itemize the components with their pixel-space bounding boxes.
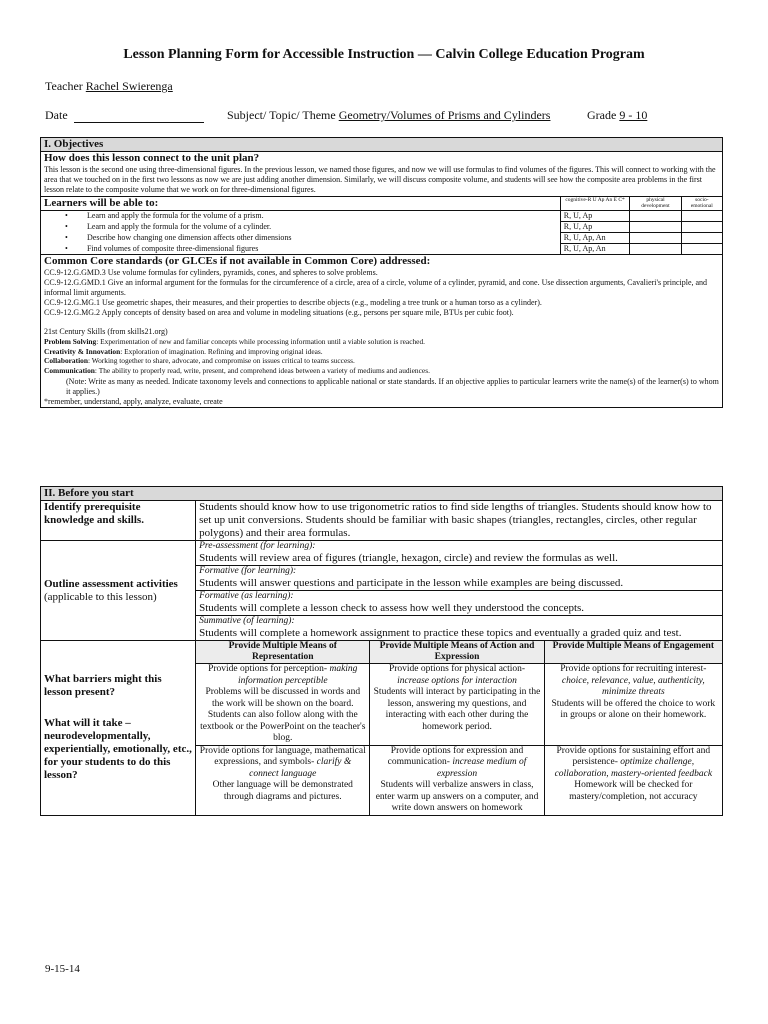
assess-sub: (applicable to this lesson): [44, 590, 157, 603]
barriers-question-2: What will it take – neurodevelopmentally, experientially, emotionally, etc., for your students to do this lesson?: [44, 717, 192, 782]
date-label: Date: [45, 108, 68, 122]
barriers-label-cell: [41, 641, 196, 816]
subject-value: Geometry/Volumes of Prisms and Cylinders: [338, 108, 551, 122]
skill-line: Communication: The ability to properly read, write, present, and comprehend ideas between a variety of mediums and audiences.: [44, 365, 430, 375]
skill-line: Creativity & Innovation: Exploration of imagination. Refining and improving original ideas.: [44, 346, 323, 356]
assessment-type: Formative (as learning):: [199, 591, 294, 601]
assessment-item: [196, 566, 723, 591]
prereq-label: Identify prerequisite knowledge and skills.: [41, 501, 196, 541]
skill-line: Collaboration: Working together to share, advocate, and compromise on issues critical to teams success.: [44, 356, 355, 365]
assessment-item: [196, 541, 723, 566]
standard-line: CC.9-12.G.GMD.3 Use volume formulas for cylinders, pyramids, cones, and spheres to solve problems.: [44, 268, 378, 277]
learner-row: • Learn and apply the formula for the volume of a cylinder. R, U, Ap: [41, 222, 723, 233]
date-subject-line: [45, 108, 735, 123]
learner-cognitive: R, U, Ap: [560, 211, 630, 222]
grade-value: 9 - 10: [619, 108, 648, 122]
standards-header: Common Core standards (or GLCEs if not available in Common Core) addressed:: [44, 255, 431, 267]
udl-cell: Provide options for expression and communication- increase medium of expression Students will verbalize answers in class, enter warm up answers on a computer, and write down answers on homework: [370, 745, 544, 815]
skill-line: Problem Solving: Experimentation of new and familiar concepts while processing information until a viable solution is reached.: [44, 337, 426, 346]
learner-objective: Learn and apply the formula for the volume of a cylinder.: [87, 221, 272, 231]
col-cognitive: cognitive-R U Ap An E C*: [560, 197, 630, 211]
learner-row: • Find volumes of composite three-dimensional figures R, U, Ap, An: [41, 244, 723, 255]
connect-question: How does this lesson connect to the unit plan?: [44, 152, 260, 164]
taxonomy-footnote: *remember, understand, apply, analyze, evaluate, create: [44, 397, 223, 406]
assessment-text: Students will complete a lesson check to assess how well they understood the concepts.: [199, 602, 585, 614]
learner-objective: Describe how changing one dimension affects other dimensions: [87, 232, 292, 242]
udl-head-engagement: Provide Multiple Means of Engagement: [544, 641, 722, 664]
learners-header: Learners will be able to:: [41, 197, 561, 211]
grade-label: Grade: [587, 108, 617, 122]
learner-cognitive: R, U, Ap: [560, 222, 630, 233]
learner-row: • Describe how changing one dimension affects other dimensions R, U, Ap, An: [41, 233, 723, 244]
objectives-note: (Note: Write as many as needed. Indicate taxonomy levels and connections to applicable national or state standards. If an objective applies to particular learners write the name(s) of the learner(s) to whom it applies.): [66, 377, 719, 396]
assess-label-cell: [41, 541, 196, 641]
col-socio: socio-emotional: [681, 197, 722, 211]
learner-row: • Learn and apply the formula for the volume of a prism. R, U, Ap: [41, 211, 723, 222]
standard-line: CC.9-12.G.MG.2 Apply concepts of density based on area and volume in modeling situations (e.g., persons per square mile, BTUs per cubic foot).: [44, 308, 514, 317]
udl-head-action: Provide Multiple Means of Action and Expression: [370, 641, 544, 664]
footer-date: 9-15-14: [45, 963, 80, 975]
prereq-text: Students should know how to use trigonometric ratios to find side lengths of triangles. Students should know how to set up unit conversions. Students should be familiar with basic shapes (triangles, rectangles, circles, other regular polygons) and their area formulas.: [196, 501, 723, 541]
objectives-table: [40, 137, 723, 408]
assessment-item: [196, 616, 723, 641]
learner-objective: Learn and apply the formula for the volume of a prism.: [87, 211, 264, 220]
udl-head-representation: Provide Multiple Means of Representation: [196, 641, 370, 664]
subject-label: Subject/ Topic/ Theme: [227, 108, 336, 122]
assessment-type: Pre-assessment (for learning):: [199, 541, 316, 551]
udl-cell: Provide options for language, mathematical expressions, and symbols- clarify & connect language Other language will be demonstrated through diagrams and pictures.: [196, 745, 370, 815]
subject-block: [227, 108, 550, 123]
assessment-text: Students will answer questions and participate in the lesson while examples are being discussed.: [199, 577, 624, 589]
before-header: II. Before you start: [41, 487, 723, 501]
objectives-header: I. Objectives: [41, 138, 723, 152]
grade-block: [587, 108, 647, 123]
skills-header: 21st Century Skills (from skills21.org): [44, 327, 168, 336]
teacher-line: [45, 79, 173, 94]
document-title: Lesson Planning Form for Accessible Instruction — Calvin College Education Program: [123, 47, 645, 62]
assess-label: Outline assessment activities: [44, 577, 178, 590]
learner-cognitive: R, U, Ap, An: [560, 244, 630, 255]
standard-line: CC.9-12.G.MG.1 Use geometric shapes, their measures, and their properties to describe objects (e.g., modeling a tree trunk or a human torso as a cylinder).: [44, 298, 542, 307]
col-physical: physical development: [630, 197, 681, 211]
learner-objective: Find volumes of composite three-dimensional figures: [87, 243, 259, 253]
udl-cell: Provide options for recruiting interest- choice, relevance, value, authenticity, minimize threats Students will be offered the choice to work in groups or alone on their homework.: [544, 664, 722, 746]
barriers-question: What barriers might this lesson present?: [44, 673, 162, 699]
assessment-item: [196, 591, 723, 616]
learner-cognitive: R, U, Ap, An: [560, 233, 630, 244]
connect-cell: [41, 152, 723, 197]
udl-cell: Provide options for physical action- increase options for interaction Students will interact by participating in the lesson, answering my questions, and interacting with each other during the homework period.: [370, 664, 544, 746]
teacher-label: Teacher: [45, 79, 83, 93]
assessment-type: Formative (for learning):: [199, 566, 297, 576]
standard-line: CC.9-12.G.GMD.1 Give an informal argument for the formulas for the circumference of a circle, area of a circle, volume of a cylinder, pyramid, and cone. Use dissection arguments, Cavalieri's principle, and informal limit arguments.: [44, 278, 708, 297]
before-you-start-table: [40, 486, 723, 816]
assessment-text: Students will complete a homework assignment to practice these topics and eventually a graded quiz and test.: [199, 627, 682, 639]
assessment-type: Summative (of learning):: [199, 616, 295, 626]
udl-cell: Provide options for perception- making information perceptible Problems will be discussed in words and the work will be shown on the board. Students can also follow along with the textbook or the PowerPoint on the teacher's blog.: [196, 664, 370, 746]
connect-text: This lesson is the second one using three-dimensional figures. In the previous lesson, we named those figures, and now we will use formulas to find volumes of the figures. This will connect to working with the area that we touched on in the first two lessons as now we are just adding another dimension. Similarly, we will discuss composite volume, and students will see how the composite area problems in the first lesson relate to the composite volume that we work on for three-dimensional figures.: [44, 165, 716, 194]
teacher-value: Rachel Swierenga: [85, 79, 173, 93]
udl-cell: Provide options for sustaining effort and persistence- optimize challenge, collaboration, mastery-oriented feedback Homework will be checked for mastery/completion, not accuracy: [544, 745, 722, 815]
assessment-text: Students will review area of figures (triangle, hexagon, circle) and review the formulas as well.: [199, 552, 618, 564]
standards-cell: [41, 255, 723, 408]
date-blank: [74, 110, 204, 123]
